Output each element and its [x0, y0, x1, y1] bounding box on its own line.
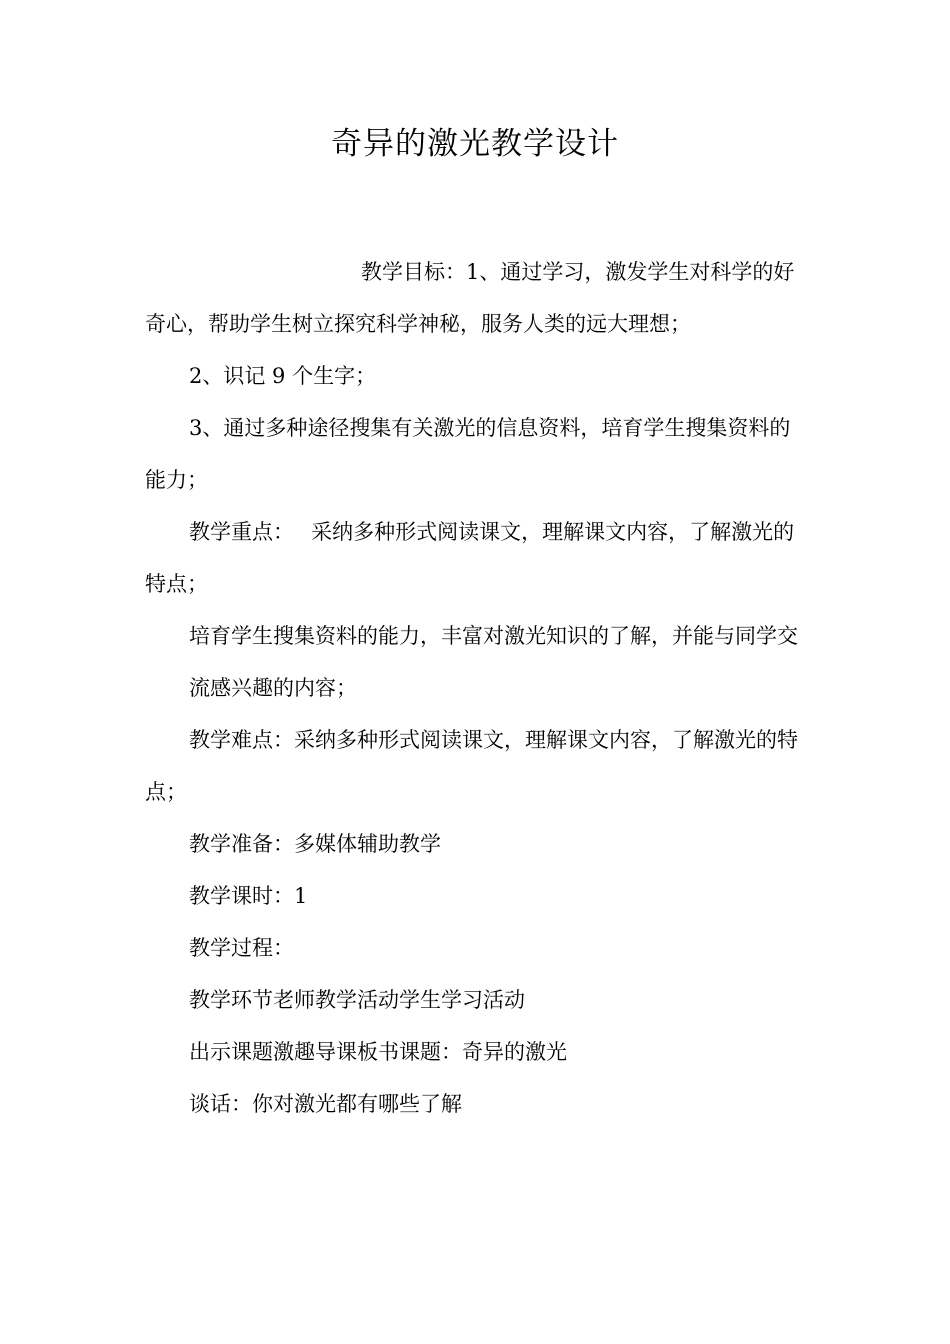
- paragraph-teaching-goals: 教学目标：1、通过学习，激发学生对科学的好奇心，帮助学生树立探究科学神秘，服务人类的远大理想；: [145, 260, 795, 336]
- paragraph-preparation: 教学准备：多媒体辅助教学: [189, 832, 441, 856]
- paragraph-ability: 培育学生搜集资料的能力，丰富对激光知识的了解，并能与同学交: [189, 624, 798, 648]
- paragraph-talk: 谈话：你对激光都有哪些了解: [189, 1092, 462, 1116]
- paragraph-class-hours: 教学课时：1: [189, 884, 308, 908]
- paragraph-table-header: 教学环节老师教学活动学生学习活动: [189, 988, 525, 1012]
- paragraph-intro: 出示课题激趣导课板书课题：奇异的激光: [189, 1040, 567, 1064]
- document-body: [145, 246, 807, 1130]
- paragraph-interest: 流感兴趣的内容；: [189, 676, 357, 700]
- document-title: 奇异的激光教学设计: [331, 126, 619, 162]
- paragraph-key-points: 教学重点： 采纳多种形式阅读课文，理解课文内容，了解激光的特点；: [145, 520, 795, 596]
- paragraph-difficulties: 教学难点：采纳多种形式阅读课文，理解课文内容，了解激光的特点；: [145, 728, 798, 804]
- paragraph-process: 教学过程：: [189, 936, 294, 960]
- paragraph-goal-3: 3、通过多种途径搜集有关激光的信息资料，培育学生搜集资料的能力；: [145, 416, 791, 492]
- paragraph-goal-2: 2、识记 9 个生字；: [189, 364, 377, 388]
